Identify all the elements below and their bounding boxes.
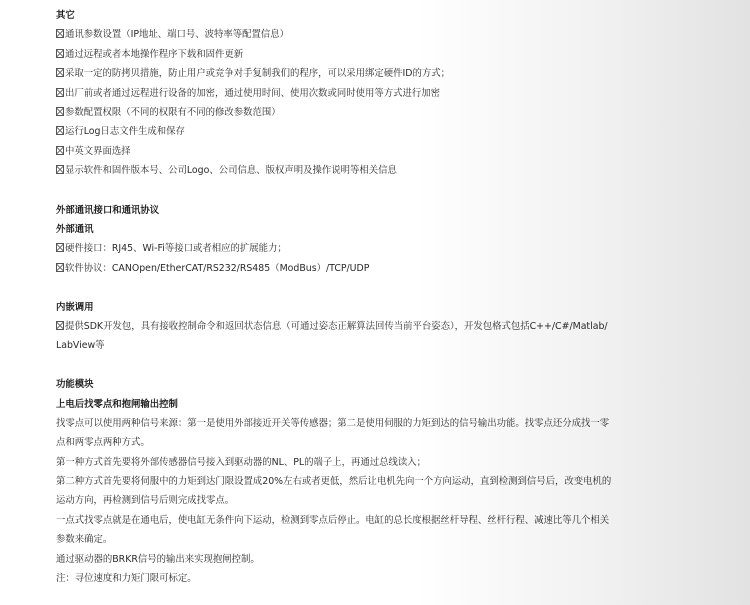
list-item-continuation: LabView等 bbox=[56, 340, 105, 351]
paragraph-line: 找零点可以使用两种信号来源：第一是使用外部接近开关等传感器；第二是使用伺服的力矩到达的信号输出功能。找零点还分成找一零 bbox=[56, 418, 610, 429]
checkbox-glyph-icon bbox=[56, 49, 64, 58]
paragraph-line: 通过驱动器的BRKR信号的输出来实现抱闸控制。 bbox=[56, 554, 260, 565]
list-item: 通过远程或者本地操作程序下载和固件更新 bbox=[56, 48, 243, 62]
paragraph-line: 参数来确定。 bbox=[56, 534, 113, 545]
paragraph-line: 运动方向，再检测到信号后则完成找零点。 bbox=[56, 495, 235, 506]
section-heading-embedded: 内嵌调用 bbox=[56, 302, 94, 313]
checkbox-glyph-icon bbox=[56, 29, 64, 38]
list-item: 提供SDK开发包，具有接收控制命令和返回状态信息（可通过姿态正解算法回传当前平台姿态），开发包格式包括C++/C#/Matlab/ bbox=[56, 320, 608, 334]
list-item: 中英文界面选择 bbox=[56, 145, 131, 159]
checkbox-glyph-icon bbox=[56, 126, 64, 135]
list-item: 软件协议：CANOpen/EtherCAT/RS232/RS485（ModBus）/TCP/UDP bbox=[56, 262, 369, 276]
list-item: 参数配置权限（不同的权限有不同的修改参数范围） bbox=[56, 106, 281, 120]
paragraph-line: 第一种方式首先要将外部传感器信号接入到驱动器的NL、PL的端子上，再通过总线读入； bbox=[56, 457, 426, 468]
list-item: 通讯参数设置（IP地址、端口号、波特率等配置信息） bbox=[56, 28, 289, 42]
paragraph-line: 第二种方式首先要将伺服中的力矩到达门限设置成20%左右或者更低，然后让电机先向一个方向运动，直到检测到信号后，改变电机的 bbox=[56, 476, 612, 487]
section-heading-other: 其它 bbox=[56, 10, 75, 21]
section-heading-external: 外部通讯接口和通讯协议 bbox=[56, 205, 160, 216]
list-item: 显示软件和固件版本号、公司Logo、公司信息、版权声明及操作说明等相关信息 bbox=[56, 164, 397, 178]
subheading-external-comm: 外部通讯 bbox=[56, 224, 94, 235]
paragraph-line: 点和两零点两种方式。 bbox=[56, 437, 150, 448]
paragraph-line: 注：寻位速度和力矩门限可标定。 bbox=[56, 573, 197, 584]
checkbox-glyph-icon bbox=[56, 88, 64, 97]
list-item: 采取一定的防拷贝措施，防止用户或竞争对手复制我们的程序，可以采用绑定硬件ID的方式； bbox=[56, 67, 450, 81]
checkbox-glyph-icon bbox=[56, 165, 64, 174]
checkbox-glyph-icon bbox=[56, 107, 64, 116]
checkbox-glyph-icon bbox=[56, 146, 64, 155]
checkbox-glyph-icon bbox=[56, 321, 64, 330]
list-item: 出厂前或者通过远程进行设备的加密，通过使用时间、使用次数或同时使用等方式进行加密 bbox=[56, 87, 440, 101]
checkbox-glyph-icon bbox=[56, 68, 64, 77]
checkbox-glyph-icon bbox=[56, 243, 64, 252]
section-heading-function: 功能模块 bbox=[56, 379, 94, 390]
paragraph-line: 一点式找零点就是在通电后，使电缸无条件向下运动，检测到零点后停止。电缸的总长度根据丝杆导程、丝杆行程、减速比等几个相关 bbox=[56, 515, 610, 526]
checkbox-glyph-icon bbox=[56, 263, 64, 272]
list-item: 运行Log日志文件生成和保存 bbox=[56, 125, 185, 139]
subheading-homing-brake: 上电后找零点和抱闸输出控制 bbox=[56, 399, 178, 410]
list-item: 硬件接口：RJ45、Wi-Fi等接口或者相应的扩展能力； bbox=[56, 242, 287, 256]
